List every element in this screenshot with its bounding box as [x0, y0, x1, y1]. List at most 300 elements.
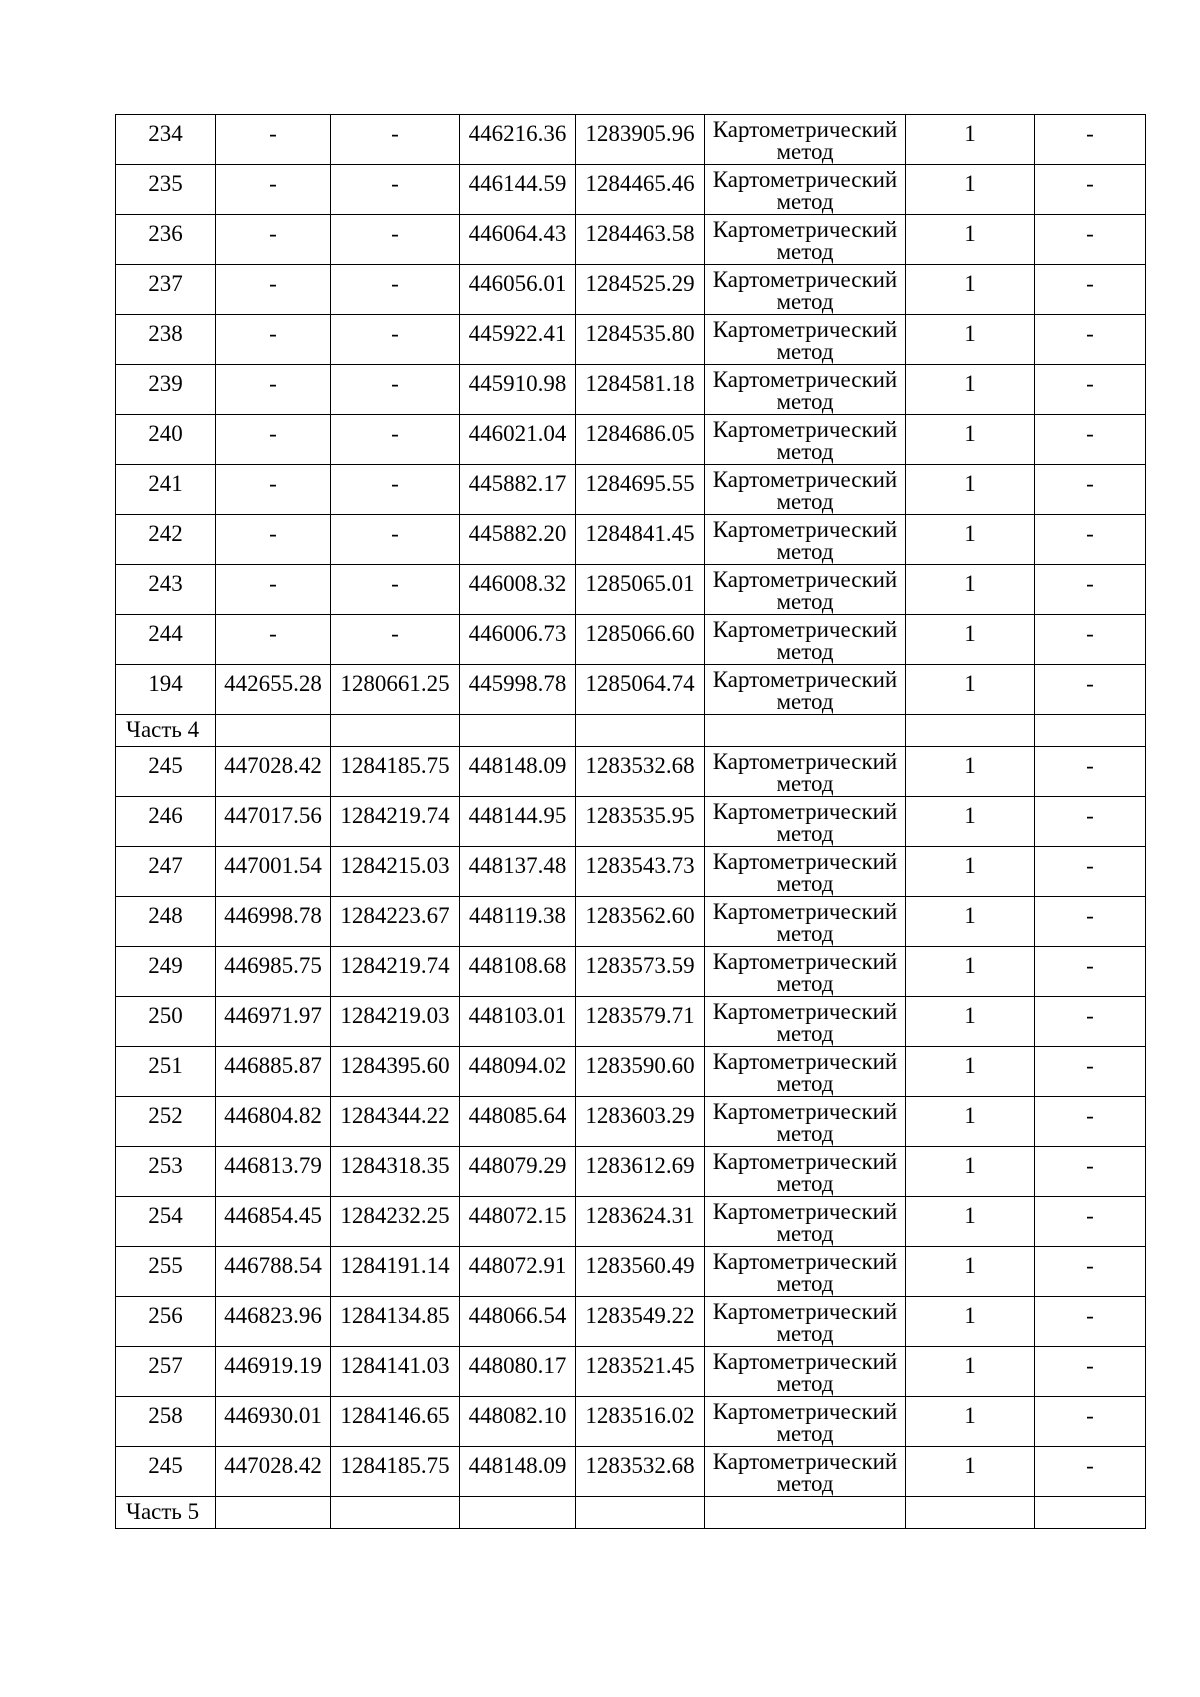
- existing-x-cell: [216, 315, 331, 365]
- table-row: [116, 1147, 1146, 1197]
- note-cell: [1035, 1297, 1146, 1347]
- refined-y-cell: [576, 1247, 705, 1297]
- note-cell: [1035, 515, 1146, 565]
- table-row: [116, 215, 1146, 265]
- existing-y-value: 1284134.85: [340, 1303, 450, 1328]
- point-number-cell: [116, 1097, 216, 1147]
- refined-y-cell: [576, 797, 705, 847]
- existing-y-value: 1284219.74: [340, 953, 450, 978]
- point-number-value: 248: [148, 903, 183, 928]
- accuracy-cell: [906, 1447, 1035, 1497]
- point-number-value: 256: [148, 1303, 183, 1328]
- accuracy-cell: [906, 415, 1035, 465]
- refined-y-cell: [576, 115, 705, 165]
- existing-x-value: 446804.82: [224, 1103, 322, 1128]
- existing-y-value: -: [391, 271, 399, 296]
- refined-x-value: 448148.09: [468, 1453, 567, 1478]
- point-number-cell: [116, 565, 216, 615]
- refined-y-cell: [576, 947, 705, 997]
- method-cell: [705, 797, 906, 847]
- point-number-cell: [116, 847, 216, 897]
- existing-x-cell: [216, 565, 331, 615]
- refined-x-cell: [460, 565, 576, 615]
- point-number-value: 245: [148, 1453, 183, 1478]
- refined-x-value: 448085.64: [468, 1103, 567, 1128]
- refined-y-cell: [576, 1147, 705, 1197]
- refined-x-value: 446056.01: [468, 271, 567, 296]
- refined-x-cell: [460, 615, 576, 665]
- refined-y-cell: [576, 847, 705, 897]
- table-row: [116, 1197, 1146, 1247]
- existing-y-value: -: [391, 471, 399, 496]
- existing-x-cell: [216, 897, 331, 947]
- note-value: -: [1086, 471, 1094, 496]
- empty-cell: [1035, 1497, 1146, 1529]
- refined-y-cell: [576, 315, 705, 365]
- accuracy-value: 1: [964, 521, 976, 546]
- empty-cell: [331, 715, 460, 747]
- method-text-line1: Картометрический: [712, 517, 898, 542]
- existing-x-value: -: [269, 621, 277, 646]
- accuracy-cell: [906, 115, 1035, 165]
- method-text-line1: Картометрический: [712, 167, 898, 192]
- existing-y-value: -: [391, 521, 399, 546]
- existing-y-value: -: [391, 121, 399, 146]
- existing-x-value: 446823.96: [224, 1303, 322, 1328]
- refined-y-cell: [576, 515, 705, 565]
- note-value: -: [1086, 171, 1094, 196]
- note-value: -: [1086, 1303, 1094, 1328]
- refined-x-cell: [460, 1197, 576, 1247]
- refined-x-cell: [460, 215, 576, 265]
- method-text-line1: Картометрический: [712, 217, 898, 242]
- method-text-line2: метод: [776, 821, 834, 846]
- point-number-cell: [116, 265, 216, 315]
- existing-x-value: -: [269, 171, 277, 196]
- existing-x-cell: [216, 1447, 331, 1497]
- accuracy-value: 1: [964, 221, 976, 246]
- existing-x-cell: [216, 115, 331, 165]
- table-row: [116, 265, 1146, 315]
- refined-x-value: 448066.54: [468, 1303, 567, 1328]
- existing-y-value: 1284232.25: [340, 1203, 450, 1228]
- existing-y-cell: [331, 515, 460, 565]
- refined-x-cell: [460, 1247, 576, 1297]
- method-text-line1: Картометрический: [712, 749, 898, 774]
- method-cell: [705, 665, 906, 715]
- table-row: [116, 115, 1146, 165]
- method-text-line2: метод: [776, 439, 834, 464]
- table-row: [116, 1347, 1146, 1397]
- existing-y-value: -: [391, 321, 399, 346]
- refined-x-value: 448080.17: [468, 1353, 567, 1378]
- note-value: -: [1086, 753, 1094, 778]
- table-row: [116, 997, 1146, 1047]
- note-cell: [1035, 947, 1146, 997]
- note-value: -: [1086, 621, 1094, 646]
- refined-y-value: 1283532.68: [585, 753, 695, 778]
- refined-y-value: 1283543.73: [585, 853, 695, 878]
- existing-x-cell: [216, 165, 331, 215]
- part-label-cell: [116, 715, 216, 747]
- refined-y-value: 1283521.45: [585, 1353, 695, 1378]
- refined-x-cell: [460, 1147, 576, 1197]
- point-number-cell: [116, 665, 216, 715]
- accuracy-cell: [906, 1247, 1035, 1297]
- refined-x-cell: [460, 1097, 576, 1147]
- empty-cell: [216, 715, 331, 747]
- existing-x-cell: [216, 215, 331, 265]
- part-header-row: [116, 715, 1146, 747]
- method-text-line2: метод: [776, 1321, 834, 1346]
- refined-y-value: 1283573.59: [585, 953, 695, 978]
- existing-y-value: 1284215.03: [340, 853, 450, 878]
- method-text-line2: метод: [776, 539, 834, 564]
- accuracy-cell: [906, 515, 1035, 565]
- existing-x-value: 447028.42: [224, 753, 322, 778]
- accuracy-cell: [906, 797, 1035, 847]
- method-text-line2: метод: [776, 189, 834, 214]
- existing-x-value: 446998.78: [224, 903, 322, 928]
- accuracy-cell: [906, 847, 1035, 897]
- method-cell: [705, 1097, 906, 1147]
- existing-y-cell: [331, 1247, 460, 1297]
- method-cell: [705, 747, 906, 797]
- refined-y-cell: [576, 365, 705, 415]
- method-cell: [705, 115, 906, 165]
- refined-y-cell: [576, 1447, 705, 1497]
- accuracy-cell: [906, 615, 1035, 665]
- existing-y-cell: [331, 1447, 460, 1497]
- refined-y-value: 1284465.46: [585, 171, 695, 196]
- refined-y-value: 1283590.60: [585, 1053, 695, 1078]
- existing-x-value: 446885.87: [224, 1053, 322, 1078]
- existing-x-value: 447017.56: [224, 803, 322, 828]
- note-cell: [1035, 1447, 1146, 1497]
- existing-x-value: 446985.75: [224, 953, 322, 978]
- method-cell: [705, 1147, 906, 1197]
- accuracy-cell: [906, 665, 1035, 715]
- refined-y-cell: [576, 215, 705, 265]
- existing-y-cell: [331, 415, 460, 465]
- point-number-cell: [116, 215, 216, 265]
- method-cell: [705, 1047, 906, 1097]
- method-text-line1: Картометрический: [712, 317, 898, 342]
- point-number-value: 246: [148, 803, 183, 828]
- method-text-line2: метод: [776, 389, 834, 414]
- method-text-line2: метод: [776, 1121, 834, 1146]
- refined-x-value: 448103.01: [468, 1003, 567, 1028]
- accuracy-value: 1: [964, 121, 976, 146]
- refined-x-cell: [460, 747, 576, 797]
- existing-x-value: -: [269, 121, 277, 146]
- method-text-line2: метод: [776, 971, 834, 996]
- method-cell: [705, 1297, 906, 1347]
- note-value: -: [1086, 853, 1094, 878]
- refined-y-value: 1283624.31: [585, 1203, 695, 1228]
- accuracy-value: 1: [964, 1153, 976, 1178]
- accuracy-cell: [906, 1097, 1035, 1147]
- point-number-value: 194: [148, 671, 183, 696]
- refined-x-value: 448094.02: [468, 1053, 567, 1078]
- existing-x-value: -: [269, 321, 277, 346]
- accuracy-value: 1: [964, 1303, 976, 1328]
- note-cell: [1035, 115, 1146, 165]
- note-value: -: [1086, 321, 1094, 346]
- note-cell: [1035, 465, 1146, 515]
- method-text-line2: метод: [776, 1421, 834, 1446]
- note-cell: [1035, 615, 1146, 665]
- method-text-line1: Картометрический: [712, 117, 898, 142]
- empty-cell: [216, 1497, 331, 1529]
- refined-x-cell: [460, 1447, 576, 1497]
- refined-x-cell: [460, 165, 576, 215]
- refined-x-cell: [460, 465, 576, 515]
- table-row: [116, 465, 1146, 515]
- table-row: [116, 1397, 1146, 1447]
- method-cell: [705, 1197, 906, 1247]
- method-text-line1: Картометрический: [712, 367, 898, 392]
- note-cell: [1035, 415, 1146, 465]
- existing-x-value: 446854.45: [224, 1203, 322, 1228]
- table-row: [116, 747, 1146, 797]
- point-number-cell: [116, 1347, 216, 1397]
- point-number-cell: [116, 1197, 216, 1247]
- method-text-line1: Картометрический: [712, 667, 898, 692]
- accuracy-cell: [906, 1397, 1035, 1447]
- refined-x-value: 446064.43: [468, 221, 567, 246]
- refined-x-cell: [460, 1297, 576, 1347]
- existing-y-value: 1284219.03: [340, 1003, 450, 1028]
- note-cell: [1035, 1397, 1146, 1447]
- existing-y-cell: [331, 1047, 460, 1097]
- note-value: -: [1086, 521, 1094, 546]
- refined-y-value: 1285066.60: [585, 621, 695, 646]
- point-number-value: 252: [148, 1103, 183, 1128]
- existing-y-value: -: [391, 171, 399, 196]
- part-label-cell: [116, 1497, 216, 1529]
- existing-y-cell: [331, 1297, 460, 1347]
- note-value: -: [1086, 1103, 1094, 1128]
- accuracy-cell: [906, 997, 1035, 1047]
- refined-y-value: 1283516.02: [585, 1403, 695, 1428]
- point-number-value: 243: [148, 571, 183, 596]
- existing-y-value: -: [391, 371, 399, 396]
- point-number-value: 251: [148, 1053, 183, 1078]
- accuracy-cell: [906, 465, 1035, 515]
- note-value: -: [1086, 1003, 1094, 1028]
- table-body: [116, 115, 1146, 1529]
- existing-x-cell: [216, 1397, 331, 1447]
- existing-y-cell: [331, 847, 460, 897]
- method-text-line1: Картометрический: [712, 849, 898, 874]
- accuracy-cell: [906, 1047, 1035, 1097]
- accuracy-cell: [906, 365, 1035, 415]
- note-cell: [1035, 215, 1146, 265]
- refined-y-value: 1283905.96: [585, 121, 695, 146]
- refined-x-value: 446008.32: [468, 571, 567, 596]
- method-text-line2: метод: [776, 339, 834, 364]
- point-number-value: 242: [148, 521, 183, 546]
- refined-x-cell: [460, 315, 576, 365]
- method-cell: [705, 215, 906, 265]
- existing-y-cell: [331, 265, 460, 315]
- point-number-value: 239: [148, 371, 183, 396]
- refined-y-value: 1283612.69: [585, 1153, 695, 1178]
- note-cell: [1035, 165, 1146, 215]
- note-cell: [1035, 265, 1146, 315]
- existing-y-cell: [331, 465, 460, 515]
- existing-x-cell: [216, 415, 331, 465]
- table-row: [116, 1297, 1146, 1347]
- existing-y-value: 1284185.75: [340, 753, 450, 778]
- refined-y-value: 1284525.29: [585, 271, 695, 296]
- note-value: -: [1086, 221, 1094, 246]
- refined-x-cell: [460, 997, 576, 1047]
- note-cell: [1035, 1247, 1146, 1297]
- point-number-cell: [116, 797, 216, 847]
- existing-y-cell: [331, 797, 460, 847]
- existing-y-cell: [331, 565, 460, 615]
- existing-y-value: 1284146.65: [340, 1403, 450, 1428]
- accuracy-value: 1: [964, 753, 976, 778]
- accuracy-cell: [906, 165, 1035, 215]
- point-number-cell: [116, 365, 216, 415]
- existing-y-value: 1284395.60: [340, 1053, 450, 1078]
- table-row: [116, 1047, 1146, 1097]
- refined-y-value: 1283560.49: [585, 1253, 695, 1278]
- point-number-cell: [116, 1047, 216, 1097]
- note-value: -: [1086, 1253, 1094, 1278]
- existing-y-cell: [331, 1097, 460, 1147]
- existing-x-cell: [216, 997, 331, 1047]
- method-text-line1: Картометрический: [712, 949, 898, 974]
- point-number-value: 257: [148, 1353, 183, 1378]
- refined-x-value: 446144.59: [468, 171, 567, 196]
- refined-x-value: 446021.04: [468, 421, 567, 446]
- table-row: [116, 615, 1146, 665]
- accuracy-cell: [906, 947, 1035, 997]
- note-value: -: [1086, 671, 1094, 696]
- table-row: [116, 797, 1146, 847]
- method-text-line1: Картометрический: [712, 1349, 898, 1374]
- existing-x-cell: [216, 515, 331, 565]
- refined-y-cell: [576, 415, 705, 465]
- empty-cell: [331, 1497, 460, 1529]
- method-cell: [705, 465, 906, 515]
- point-number-value: 244: [148, 621, 183, 646]
- note-cell: [1035, 847, 1146, 897]
- accuracy-value: 1: [964, 1053, 976, 1078]
- refined-x-value: 448137.48: [468, 853, 567, 878]
- table-row: [116, 315, 1146, 365]
- existing-x-value: 442655.28: [224, 671, 322, 696]
- existing-y-value: 1284219.74: [340, 803, 450, 828]
- accuracy-cell: [906, 215, 1035, 265]
- existing-y-cell: [331, 1397, 460, 1447]
- note-cell: [1035, 1097, 1146, 1147]
- accuracy-value: 1: [964, 271, 976, 296]
- note-cell: [1035, 797, 1146, 847]
- accuracy-value: 1: [964, 671, 976, 696]
- refined-y-cell: [576, 1097, 705, 1147]
- note-value: -: [1086, 1203, 1094, 1228]
- table-row: [116, 947, 1146, 997]
- refined-y-cell: [576, 1197, 705, 1247]
- point-number-value: 258: [148, 1403, 183, 1428]
- method-text-line1: Картометрический: [712, 1199, 898, 1224]
- existing-x-value: 446919.19: [224, 1353, 322, 1378]
- method-text-line2: метод: [776, 139, 834, 164]
- point-number-value: 238: [148, 321, 183, 346]
- refined-x-cell: [460, 1347, 576, 1397]
- accuracy-value: 1: [964, 1403, 976, 1428]
- method-cell: [705, 165, 906, 215]
- point-number-cell: [116, 615, 216, 665]
- method-text-line1: Картометрический: [712, 999, 898, 1024]
- method-cell: [705, 897, 906, 947]
- method-cell: [705, 1347, 906, 1397]
- point-number-cell: [116, 897, 216, 947]
- point-number-cell: [116, 465, 216, 515]
- existing-x-cell: [216, 1197, 331, 1247]
- accuracy-value: 1: [964, 321, 976, 346]
- accuracy-value: 1: [964, 371, 976, 396]
- existing-x-value: -: [269, 221, 277, 246]
- accuracy-cell: [906, 265, 1035, 315]
- refined-y-value: 1284581.18: [585, 371, 695, 396]
- accuracy-value: 1: [964, 421, 976, 446]
- refined-y-value: 1285064.74: [585, 671, 695, 696]
- refined-x-value: 446216.36: [468, 121, 567, 146]
- method-cell: [705, 415, 906, 465]
- method-text-line1: Картометрический: [712, 1099, 898, 1124]
- point-number-value: 237: [148, 271, 183, 296]
- table-row: [116, 565, 1146, 615]
- table-row: [116, 847, 1146, 897]
- note-value: -: [1086, 803, 1094, 828]
- point-number-value: 253: [148, 1153, 183, 1178]
- method-cell: [705, 365, 906, 415]
- existing-y-cell: [331, 215, 460, 265]
- refined-y-value: 1283603.29: [585, 1103, 695, 1128]
- table-row: [116, 165, 1146, 215]
- refined-y-cell: [576, 565, 705, 615]
- accuracy-cell: [906, 565, 1035, 615]
- refined-y-cell: [576, 747, 705, 797]
- note-cell: [1035, 665, 1146, 715]
- method-cell: [705, 615, 906, 665]
- point-number-cell: [116, 947, 216, 997]
- note-cell: [1035, 747, 1146, 797]
- refined-y-value: 1285065.01: [585, 571, 695, 596]
- refined-x-value: 448148.09: [468, 753, 567, 778]
- point-number-cell: [116, 515, 216, 565]
- existing-x-value: -: [269, 421, 277, 446]
- refined-x-cell: [460, 1047, 576, 1097]
- method-cell: [705, 1247, 906, 1297]
- note-value: -: [1086, 421, 1094, 446]
- method-text-line2: метод: [776, 1021, 834, 1046]
- refined-y-value: 1283532.68: [585, 1453, 695, 1478]
- accuracy-value: 1: [964, 171, 976, 196]
- existing-y-cell: [331, 947, 460, 997]
- table-row: [116, 365, 1146, 415]
- refined-x-value: 445882.20: [468, 521, 567, 546]
- accuracy-cell: [906, 747, 1035, 797]
- existing-y-value: -: [391, 621, 399, 646]
- note-cell: [1035, 1047, 1146, 1097]
